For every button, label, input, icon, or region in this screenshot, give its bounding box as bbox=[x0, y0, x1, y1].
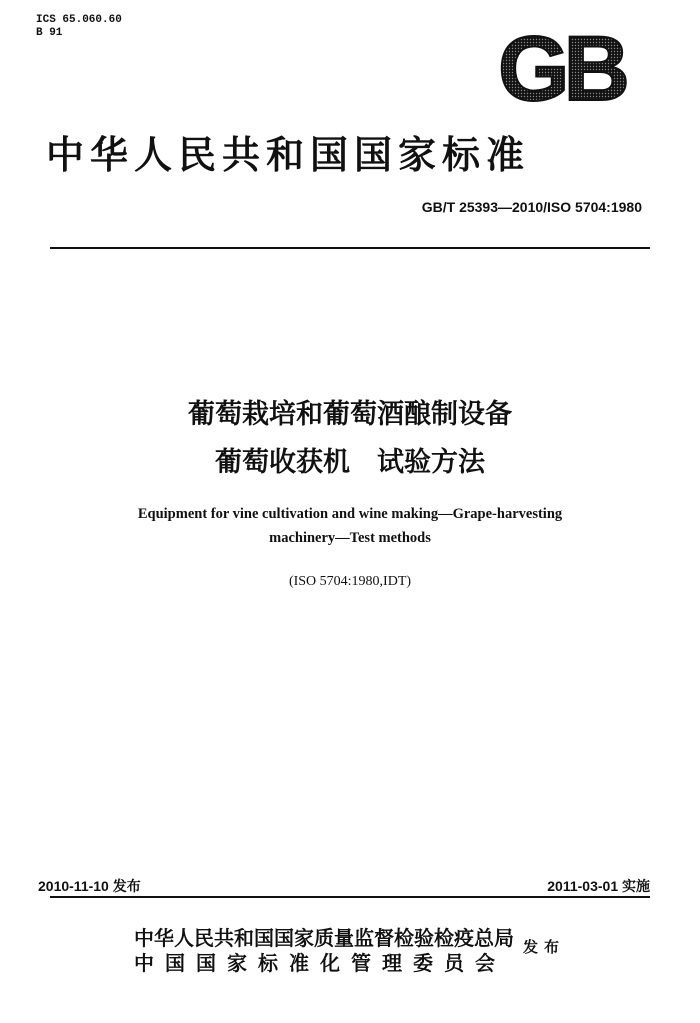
iso-reference: (ISO 5704:1980,IDT) bbox=[288, 574, 412, 589]
gb-logo bbox=[466, 26, 656, 106]
top-divider bbox=[50, 247, 650, 249]
english-title-line2: machinery—Test methods bbox=[269, 530, 431, 546]
chinese-title-line2: 葡萄收获机 试验方法 bbox=[215, 447, 485, 478]
implementation-date: 2011-03-01 实施 bbox=[547, 878, 650, 894]
issue-date: 2010-11-10 发布 bbox=[38, 878, 141, 894]
ccs-code: B 91 bbox=[36, 27, 63, 39]
publisher-line2: 中国国家标准化管理委员会 bbox=[134, 951, 506, 975]
standard-main-title: 中华人民共和国国家标准 bbox=[46, 132, 531, 177]
gb-logo-text: GB bbox=[498, 26, 624, 106]
ics-code-block bbox=[36, 14, 122, 40]
english-title-line1: Equipment for vine cultivation and wine making—Grape-harvesting bbox=[137, 506, 563, 522]
publish-label: 发布 bbox=[523, 938, 566, 956]
chinese-title-line1: 葡萄栽培和葡萄酒酿制设备 bbox=[188, 399, 512, 430]
publisher-line1: 中华人民共和国国家质量监督检验检疫总局 bbox=[134, 926, 514, 950]
bottom-divider bbox=[50, 896, 650, 898]
standard-number: GB/T 25393—2010/ISO 5704:1980 bbox=[421, 199, 642, 215]
ics-code: ICS 65.060.60 bbox=[36, 14, 122, 26]
